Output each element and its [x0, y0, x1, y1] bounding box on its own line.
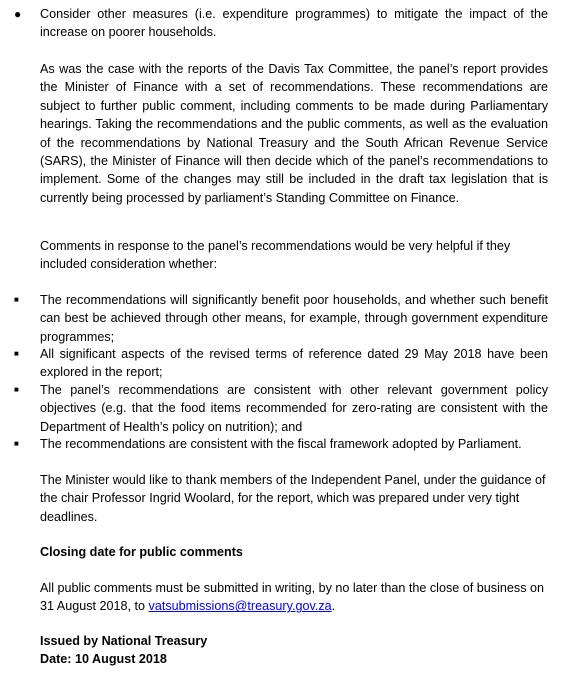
square-bullet-icon: ■ — [14, 349, 19, 358]
closing-date-heading: Closing date for public comments — [40, 545, 243, 559]
closing-text: All public comments must be submitted in writing, by no later than the close of business on 31 August 2018, to — [40, 581, 545, 614]
criteria-text-4: The recommendations are consistent with the fiscal framework adopted by Parliament. — [40, 437, 522, 451]
square-bullet-icon: ■ — [14, 439, 19, 448]
thanks-paragraph: The Minister would like to thank members of the Independent Panel, under the guidance of the chair Professor Ingrid Woolard, for the report, which was prepared under very tight deadlines. — [40, 473, 546, 524]
criteria-text-3: The panel’s recommendations are consistent with other relevant government policy objectives (e.g. that the food items recommended for zero-rating are consistent with the Department of Health’s policy on nutrition); and — [40, 383, 548, 434]
square-bullet-icon: ■ — [14, 385, 19, 394]
criteria-text-2: All significant aspects of the revised terms of reference dated 29 May 2018 have been explored in the report; — [40, 347, 548, 380]
closing-text-end: . — [331, 599, 336, 614]
criteria-text-1: The recommendations will significantly benefit poor households, and whether such benefit can best be achieved through other means, for example, through government expenditure programmes; — [40, 293, 548, 344]
square-bullet-icon: ■ — [14, 295, 19, 304]
email-link[interactable]: vatsubmissions@treasury.gov.za — [148, 599, 332, 614]
issue-date-label: Date: 10 August 2018 — [40, 652, 167, 666]
round-bullet-icon: ● — [14, 7, 22, 21]
comments-intro-paragraph: Comments in response to the panel’s recommendations would be very helpful if they included consideration whether: — [40, 239, 511, 272]
top-bullet-text: Consider other measures (i.e. expenditure programmes) to mitigate the impact of the increase on poorer households. — [40, 7, 548, 40]
davis-paragraph: As was the case with the reports of the Davis Tax Committee, the panel’s report provides the Minister of Finance with a set of recommendations. These recommendations are subject to further public comment, including comments to be made during Parliamentary hearings. Taking the recommendations and the public comments, as well as the evaluation of the recommendations by National Treasury and the South African Revenue Service (SARS), the Minister of Finance will then decide which of the panel’s recommendations to implement. Some of the changes may still be included in the draft tax legislation that is currently being processed by parliament’s Standing Committee on Finance. — [40, 62, 548, 205]
issued-by-label: Issued by National Treasury — [40, 634, 208, 648]
closing-paragraph — [40, 579, 548, 616]
